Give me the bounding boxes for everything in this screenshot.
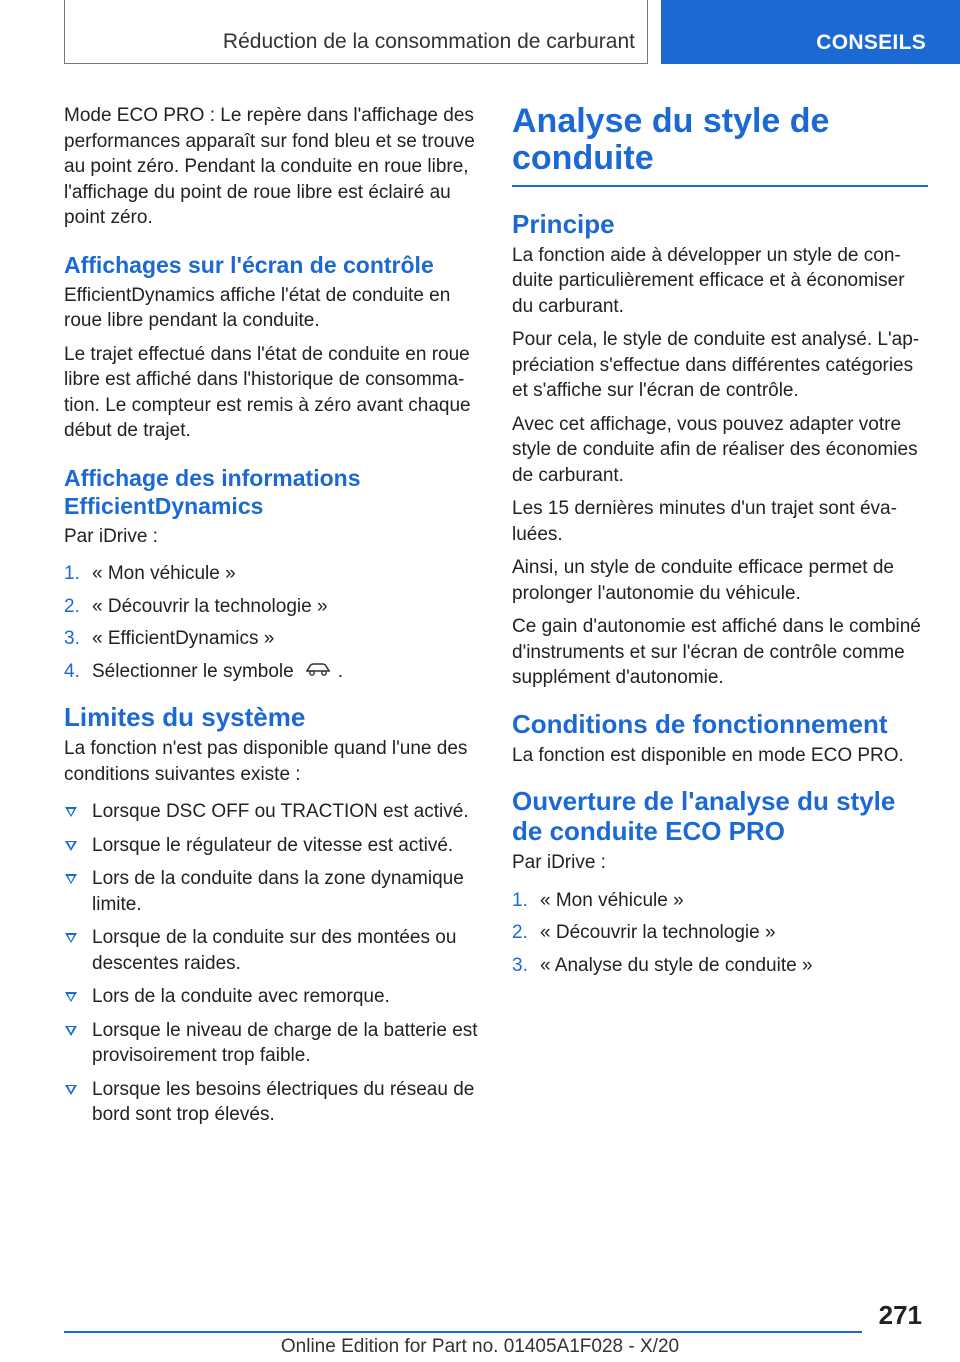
lead-text: La fonction n'est pas disponible quand l'une des conditions suivantes existe : [64,738,468,785]
list-item [64,984,480,1010]
triangle-bullet-icon [65,841,77,851]
list-item [64,594,480,620]
section-title-conditions: Conditions de fonctionnement [512,708,888,739]
step-number: 3. [512,954,528,976]
list-item [64,659,480,685]
right-column [512,103,928,985]
triangle-bullet-icon [65,807,77,817]
steps-list [64,561,480,684]
list-item [512,888,928,914]
step-number: 1. [64,563,80,584]
intro-paragraph: Mode ECO PRO : Le repère dans l'affichage des performances apparaît sur fond bleu et se trouve au point zéro. Pendant la conduite en roue libre, l'affichage du point de roue libre est éclairé au point zéro. [64,105,475,228]
step-text: « Découvrir la technologie » [540,922,776,943]
list-item [512,953,928,979]
section-title-informations: Affichage des informations EfficientDynamics [64,464,361,519]
header-title-box [64,0,648,64]
step-text-end: . [337,660,343,682]
footer-divider [64,1331,862,1333]
left-column [64,103,480,1136]
paragraph: La fonction aide à développer un style de con‐ duite particulièrement efficace et à économiser du carburant. [512,244,905,317]
section-title-principe: Principe [512,208,615,239]
list-item [512,920,928,946]
paragraph: Ce gain d'autonomie est affiché dans le combiné d'instruments et sur l'écran de contrôle comme supplément d'autonomie. [512,616,921,688]
lead-text: Par iDrive : [64,525,158,547]
bullet-text: Lorsque le niveau de charge de la batterie est provisoirement trop faible. [92,1019,478,1067]
step-text: « EfficientDynamics » [92,628,275,649]
car-efficiency-icon [304,659,332,685]
triangle-bullet-icon [65,1085,77,1095]
list-item [64,626,480,652]
chapter-title: Analyse du style de conduite [512,102,830,177]
paragraph: La fonction est disponible en mode ECO PRO. [512,744,904,766]
triangle-bullet-icon [65,992,77,1002]
paragraph: EfficientDynamics affiche l'état de conduite en roue libre pendant la conduite. [64,284,451,331]
step-text: « Mon véhicule » [540,889,684,911]
bullet-text: Lors de la conduite avec remorque. [92,986,390,1008]
chapter-divider [512,185,928,187]
triangle-bullet-icon [65,874,77,884]
section-title-affichages: Affichages sur l'écran de contrôle [64,251,434,278]
list-item [64,1077,480,1128]
bullet-text: Lorsque de la conduite sur des montées ou descentes raides. [92,927,457,974]
step-number: 4. [64,660,80,682]
footer-edition: Online Edition for Part no. 01405A1F028 - X/20 [280,1336,680,1357]
bullet-text: Lorsque le régulateur de vitesse est activé. [92,834,454,856]
step-text: « Mon véhicule » [92,563,236,584]
step-number: 2. [64,595,80,617]
paragraph: Les 15 dernières minutes d'un trajet sont éva‐ luées. [512,498,897,545]
bullet-text: Lorsque DSC OFF ou TRACTION est activé. [92,801,469,823]
list-item [64,1018,480,1069]
list-item [64,833,480,859]
step-number: 1. [512,889,528,911]
header-section-tab [661,0,960,64]
paragraph: Ainsi, un style de conduite efficace permet de prolonger l'autonomie du véhicule. [512,557,894,604]
triangle-bullet-icon [65,933,77,943]
step-number: 3. [64,628,80,649]
page-number: 271 [878,1300,922,1330]
paragraph: Pour cela, le style de conduite est analysé. L'ap‐ préciation s'effectue dans différentes catégories et s'affiche sur l'écran de contrôle. [512,329,920,401]
list-item [64,866,480,917]
list-item [64,799,480,825]
step-number: 2. [512,922,528,943]
section-title-ouverture: Ouverture de l'analyse du style de conduite ECO PRO [512,786,896,846]
steps-list [512,888,928,979]
bullet-text: Lorsque les besoins électriques du réseau de bord sont trop élevés. [92,1078,475,1126]
lead-text: Par iDrive : [512,852,606,873]
bullet-text: Lors de la conduite dans la zone dynamique limite. [92,868,464,915]
section-title-limites: Limites du système [64,702,306,733]
paragraph: Le trajet effectué dans l'état de conduite en roue libre est affiché dans l'historique de consomma‐ tion. Le compteur est remis à zéro avant chaque début de trajet. [64,343,471,441]
header-title: Réduction de la consommation de carburant [222,30,635,53]
list-item [64,925,480,976]
header-section-label: CONSEILS [816,31,926,54]
paragraph: Avec cet affichage, vous pouvez adapter votre style de conduite afin de réaliser des économies de carburant. [512,413,918,486]
step-text: « Découvrir la technologie » [92,595,328,617]
list-item [64,561,480,587]
triangle-bullet-icon [65,1026,77,1036]
step-text: Sélectionner le symbole [92,660,294,682]
step-text: « Analyse du style de conduite » [540,954,813,976]
conditions-list [64,799,480,1128]
